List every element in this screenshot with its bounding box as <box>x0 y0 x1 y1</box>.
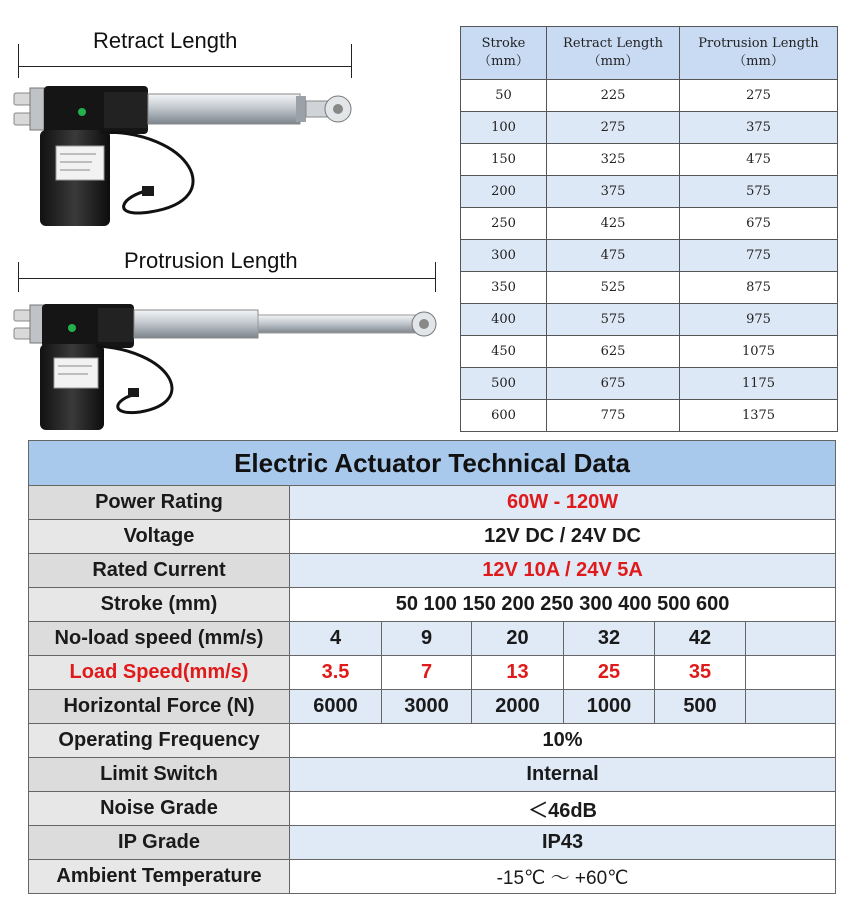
table-row <box>461 304 838 336</box>
header-stroke <box>461 27 547 80</box>
value-load-speed: 3.5 <box>290 656 382 690</box>
value-noload-speed: 42 <box>655 622 746 656</box>
label-noise-grade: Noise Grade <box>29 792 290 826</box>
label-limit-switch: Limit Switch <box>29 758 290 792</box>
cell-protrusion: 575 <box>680 176 838 208</box>
header-retract-name: Retract Length <box>563 36 663 51</box>
tech-title-row <box>29 441 836 486</box>
label-stroke: Stroke (mm) <box>29 588 290 622</box>
value-rated-current: 12V 10A / 24V 5A <box>290 554 836 588</box>
table-row <box>461 272 838 304</box>
table-row <box>461 400 838 432</box>
header-protrusion-unit: （mm） <box>733 54 784 69</box>
table-row <box>461 336 838 368</box>
cell-stroke: 450 <box>461 336 547 368</box>
value-horizontal-force: 6000 <box>290 690 382 724</box>
label-voltage: Voltage <box>29 520 290 554</box>
cell-stroke: 500 <box>461 368 547 400</box>
value-load-speed: 13 <box>472 656 564 690</box>
value-limit-switch: Internal <box>290 758 836 792</box>
value-ambient-temperature: -15℃ ～ +60℃ <box>290 860 836 894</box>
table-row <box>461 144 838 176</box>
cell-stroke: 350 <box>461 272 547 304</box>
header-protrusion-name: Protrusion Length <box>698 36 819 51</box>
value-load-speed: 25 <box>564 656 655 690</box>
row-noise-grade <box>29 792 836 826</box>
empty-cell <box>746 622 836 656</box>
cell-protrusion: 1075 <box>680 336 838 368</box>
cell-protrusion: 675 <box>680 208 838 240</box>
cell-retract: 375 <box>547 176 680 208</box>
cell-retract: 675 <box>547 368 680 400</box>
label-operating-frequency: Operating Frequency <box>29 724 290 758</box>
actuator-retracted-image <box>0 0 450 240</box>
value-horizontal-force: 500 <box>655 690 746 724</box>
cell-stroke: 250 <box>461 208 547 240</box>
value-stroke: 50 100 150 200 250 300 400 500 600 <box>290 588 836 622</box>
value-noload-speed: 20 <box>472 622 564 656</box>
value-load-speed: 35 <box>655 656 746 690</box>
header-protrusion-length <box>680 27 838 80</box>
table-row <box>461 176 838 208</box>
row-load-speed <box>29 656 836 690</box>
value-noload-speed: 4 <box>290 622 382 656</box>
row-operating-frequency <box>29 724 836 758</box>
label-ambient-temperature: Ambient Temperature <box>29 860 290 894</box>
header-retract-unit: （mm） <box>587 54 639 69</box>
protrusion-dimension-tick-left <box>18 262 19 292</box>
cell-retract: 575 <box>547 304 680 336</box>
cell-protrusion: 975 <box>680 304 838 336</box>
protrusion-dimension-tick-right <box>435 262 436 292</box>
value-operating-frequency: 10% <box>290 724 836 758</box>
value-voltage: 12V DC / 24V DC <box>290 520 836 554</box>
table-row <box>461 368 838 400</box>
cell-protrusion: 775 <box>680 240 838 272</box>
row-stroke <box>29 588 836 622</box>
empty-cell <box>746 656 836 690</box>
cell-stroke: 100 <box>461 112 547 144</box>
cell-stroke: 150 <box>461 144 547 176</box>
table-row <box>461 240 838 272</box>
cell-stroke: 600 <box>461 400 547 432</box>
label-load-speed: Load Speed(mm/s) <box>29 656 290 690</box>
row-ip-grade <box>29 826 836 860</box>
cell-protrusion: 275 <box>680 80 838 112</box>
row-rated-current <box>29 554 836 588</box>
retract-length-label: Retract Length <box>93 28 238 53</box>
header-stroke-unit: （mm） <box>478 54 529 69</box>
cell-retract: 425 <box>547 208 680 240</box>
cell-protrusion: 375 <box>680 112 838 144</box>
cell-stroke: 200 <box>461 176 547 208</box>
row-horizontal-force <box>29 690 836 724</box>
row-power-rating <box>29 486 836 520</box>
cell-stroke: 50 <box>461 80 547 112</box>
cell-protrusion: 475 <box>680 144 838 176</box>
label-noload-speed: No-load speed (mm/s) <box>29 622 290 656</box>
stroke-length-table <box>460 26 838 432</box>
cell-retract: 225 <box>547 80 680 112</box>
label-power-rating: Power Rating <box>29 486 290 520</box>
header-stroke-name: Stroke <box>481 36 526 51</box>
cell-retract: 325 <box>547 144 680 176</box>
stroke-table-header-row <box>461 27 838 80</box>
protrusion-length-label: Protrusion Length <box>124 248 298 273</box>
value-horizontal-force: 1000 <box>564 690 655 724</box>
protrusion-dimension-line <box>18 278 435 279</box>
value-power-rating: 60W - 120W <box>290 486 836 520</box>
cell-retract: 275 <box>547 112 680 144</box>
row-voltage <box>29 520 836 554</box>
technical-data-table <box>28 440 836 894</box>
cell-stroke: 400 <box>461 304 547 336</box>
table-row <box>461 80 838 112</box>
cell-retract: 525 <box>547 272 680 304</box>
value-horizontal-force: 3000 <box>382 690 472 724</box>
cell-protrusion: 1175 <box>680 368 838 400</box>
label-horizontal-force: Horizontal Force (N) <box>29 690 290 724</box>
header-retract-length <box>547 27 680 80</box>
product-illustration <box>0 0 450 432</box>
cell-retract: 625 <box>547 336 680 368</box>
cell-protrusion: 875 <box>680 272 838 304</box>
value-load-speed: 7 <box>382 656 472 690</box>
value-noise-grade: ＜46dB <box>290 792 836 826</box>
row-limit-switch <box>29 758 836 792</box>
value-noload-speed: 9 <box>382 622 472 656</box>
table-row <box>461 112 838 144</box>
row-ambient-temperature <box>29 860 836 894</box>
table-row <box>461 208 838 240</box>
empty-cell <box>746 690 836 724</box>
label-ip-grade: IP Grade <box>29 826 290 860</box>
value-horizontal-force: 2000 <box>472 690 564 724</box>
value-ip-grade: IP43 <box>290 826 836 860</box>
cell-stroke: 300 <box>461 240 547 272</box>
actuator-extended-image <box>0 290 450 440</box>
tech-table-title: Electric Actuator Technical Data <box>29 441 836 486</box>
cell-protrusion: 1375 <box>680 400 838 432</box>
cell-retract: 775 <box>547 400 680 432</box>
row-noload-speed <box>29 622 836 656</box>
value-noload-speed: 32 <box>564 622 655 656</box>
label-rated-current: Rated Current <box>29 554 290 588</box>
cell-retract: 475 <box>547 240 680 272</box>
